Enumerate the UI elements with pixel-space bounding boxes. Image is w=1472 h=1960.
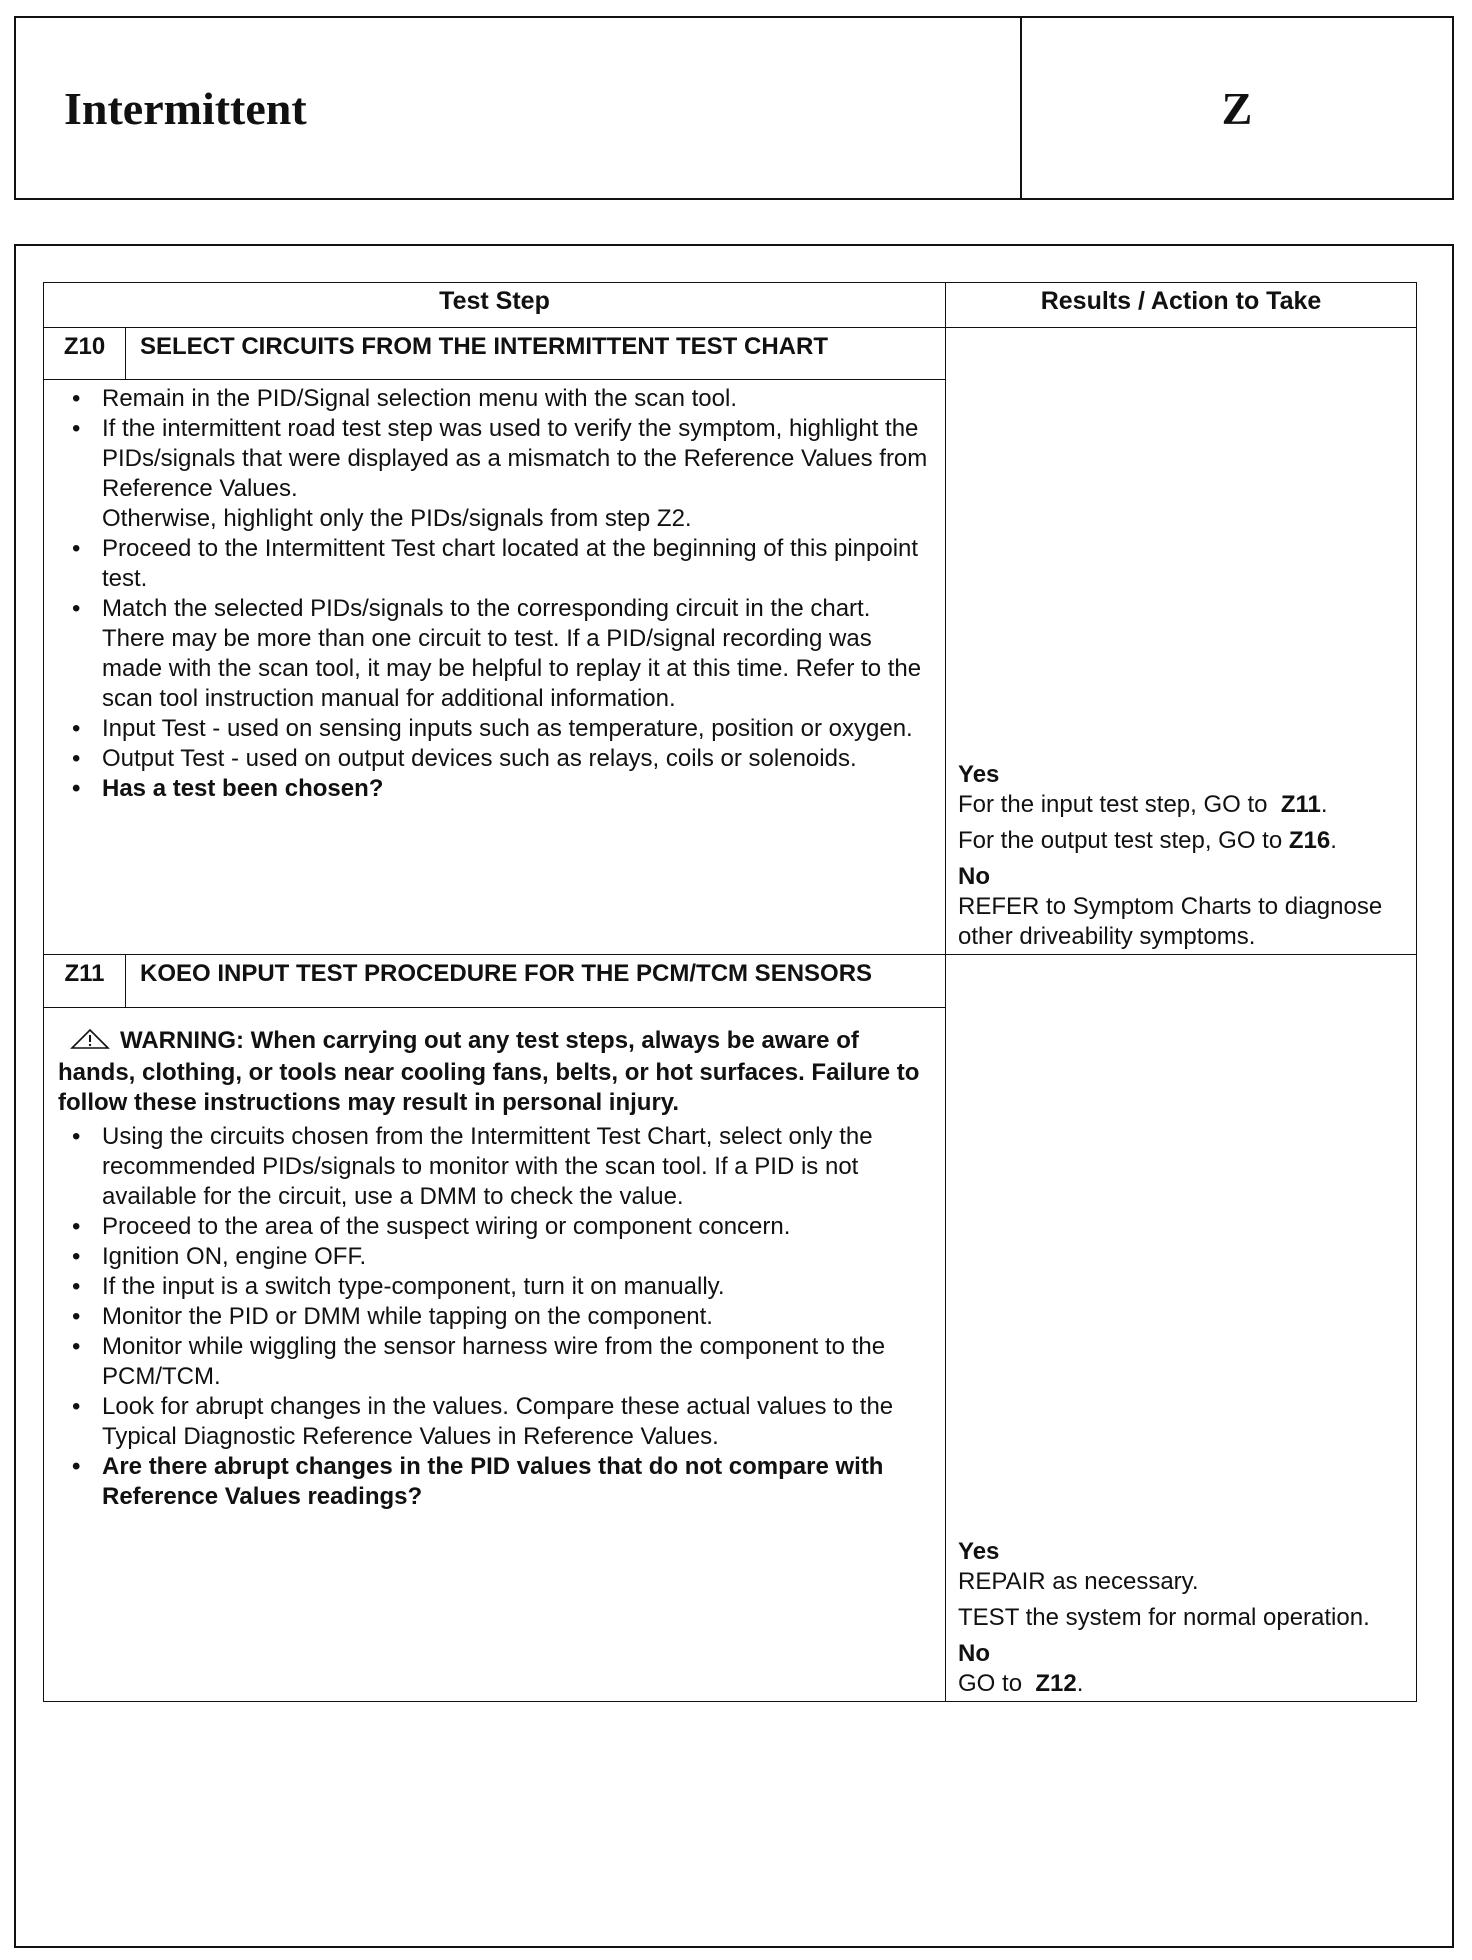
list-item-question: • Are there abrupt changes in the PID values that do not compare with Reference Values readings? (54, 1452, 937, 1512)
step-id-z11: Z11 (44, 955, 126, 1008)
list-item: • Ignition ON, engine OFF. (54, 1242, 937, 1272)
section-code: Z (1221, 82, 1253, 134)
yes-action-test-z11: TEST the system for normal operation. (958, 1604, 1370, 1631)
list-item: • Remain in the PID/Signal selection menu with the scan tool. (54, 384, 937, 414)
yes-label-z11: Yes (958, 1538, 1000, 1565)
yes-label-z10: Yes (958, 761, 1000, 788)
test-step-table (43, 282, 1417, 1702)
list-item: • If the input is a switch type-component, turn it on manually. (54, 1272, 937, 1302)
list-item: • Input Test - used on sensing inputs such as temperature, position or oxygen. (54, 714, 937, 744)
list-item: • If the intermittent road test step was used to verify the symptom, highlight the PIDs/signals that were displayed as a mismatch to the Reference Values from Reference Values. Otherwise, highlight only the PIDs/signals from step Z2. (54, 414, 937, 534)
step-body-z11 (44, 1008, 946, 1702)
step-title-z10: SELECT CIRCUITS FROM THE INTERMITTENT TEST CHART (126, 328, 946, 380)
no-action-z10: REFER to Symptom Charts to diagnose other driveability symptoms. (958, 893, 1383, 950)
list-item-question: • Has a test been chosen? (54, 774, 937, 804)
warning-triangle-icon (70, 1028, 110, 1058)
page-header (14, 16, 1454, 200)
step-body-z10 (44, 380, 946, 955)
step-title-row-z11 (44, 955, 1417, 1008)
no-action-z11: GO to Z12. (958, 1670, 1084, 1697)
list-item: • Proceed to the Intermittent Test chart located at the beginning of this pinpoint test. (54, 534, 937, 594)
no-label-z11: No (958, 1640, 991, 1667)
no-label-z10: No (958, 863, 991, 890)
table-header-row (44, 283, 1417, 328)
step-title-z11: KOEO INPUT TEST PROCEDURE FOR THE PCM/TCM SENSORS (126, 955, 946, 1008)
list-item: • Output Test - used on output devices such as relays, coils or solenoids. (54, 744, 937, 774)
list-item-note: Otherwise, highlight only the PIDs/signals from step Z2. (102, 505, 692, 533)
list-item: • Look for abrupt changes in the values. Compare these actual values to the Typical Diagnostic Reference Values in Reference Values. (54, 1392, 937, 1452)
result-block-z11 (958, 1537, 1410, 1699)
list-item: • Proceed to the area of the suspect wiring or component concern. (54, 1212, 937, 1242)
list-item: • Monitor while wiggling the sensor harness wire from the component to the PCM/TCM. (54, 1332, 937, 1392)
list-item: • Using the circuits chosen from the Intermittent Test Chart, select only the recommended PIDs/signals to monitor with the scan tool. If a PID is not available for the circuit, use a DMM to check the value. (54, 1122, 937, 1212)
yes-action-repair-z11: REPAIR as necessary. (958, 1568, 1199, 1595)
column-header-test-step: Test Step (44, 283, 946, 328)
list-item: • Match the selected PIDs/signals to the corresponding circuit in the chart. There may be more than one circuit to test. If a PID/signal recording was made with the scan tool, it may be helpful to replay it at this time. Refer to the scan tool instruction manual for additional information. (54, 594, 937, 714)
step-id-z10: Z10 (44, 328, 126, 380)
column-header-results: Results / Action to Take (946, 283, 1417, 328)
list-item: • Monitor the PID or DMM while tapping on the component. (54, 1302, 937, 1332)
yes-action-input-z10: For the input test step, GO to Z11. (958, 791, 1328, 818)
warning-text: WARNING: When carrying out any test steps, always be aware of hands, clothing, or tools near cooling fans, belts, or hot surfaces. Failure to follow these instructions may result in personal injury. (58, 1027, 920, 1117)
results-z10 (946, 328, 1417, 955)
result-block-z10 (958, 760, 1410, 952)
section-title: Intermittent (16, 18, 1022, 198)
step-title-row-z10 (44, 328, 1417, 380)
yes-action-output-z10: For the output test step, GO to Z16. (958, 827, 1337, 854)
results-z11 (946, 955, 1417, 1702)
